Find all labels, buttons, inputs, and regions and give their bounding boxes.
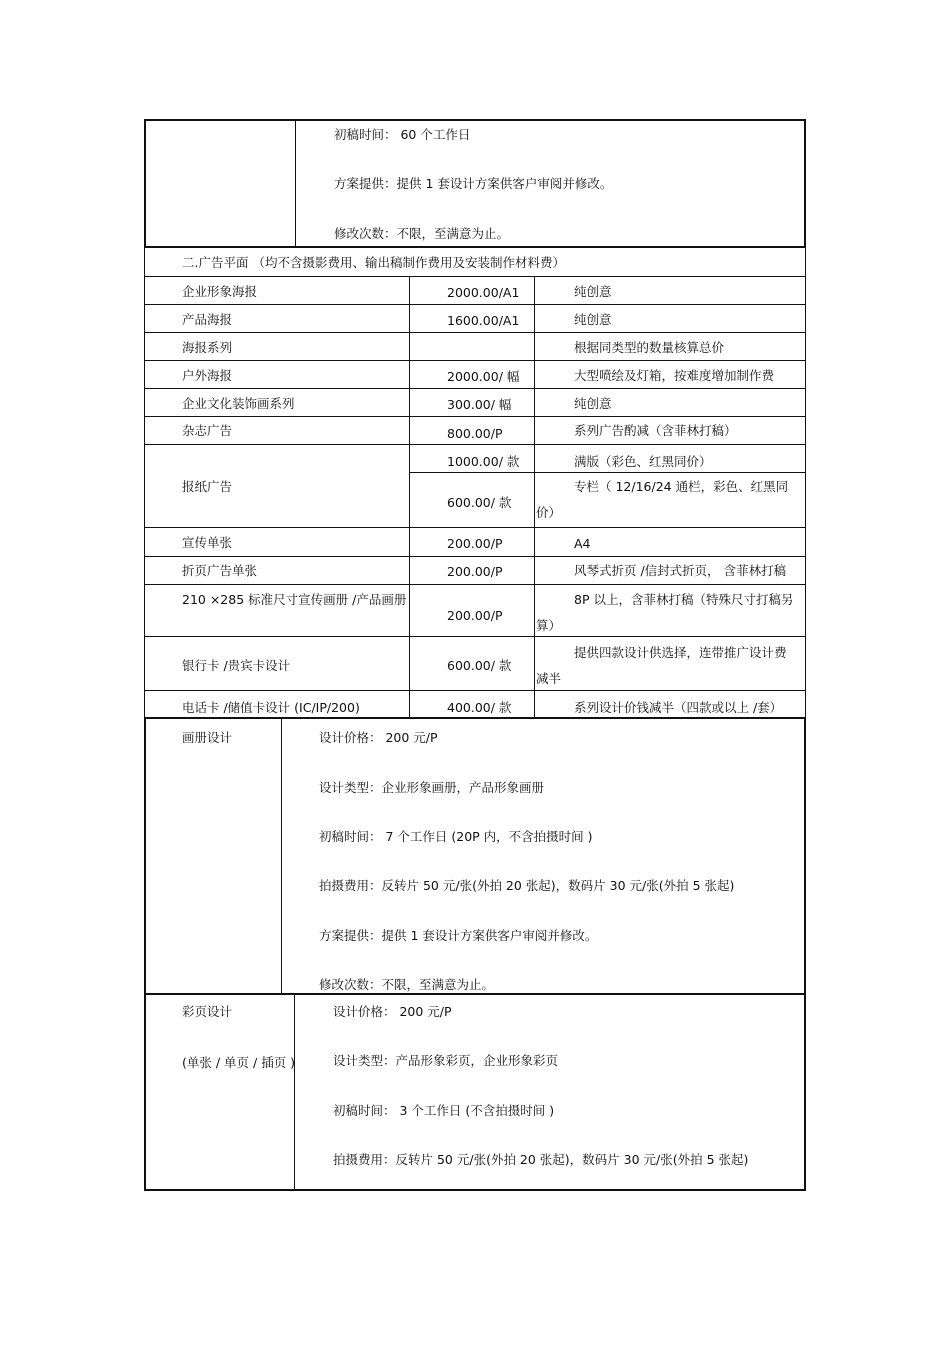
brochure-std-item: 210 ×285 标准尺寸宣传画册 /产品画册 [182, 592, 407, 607]
row-line [144, 416, 805, 417]
col-line [409, 276, 410, 718]
row-note: 纯创意 [574, 284, 612, 299]
album-label: 画册设计 [182, 730, 233, 745]
row-note: 大型喷绘及灯箱，按难度增加制作费 [574, 368, 775, 383]
row-note: 纯创意 [574, 396, 612, 411]
row-item: 海报系列 [182, 340, 233, 355]
bank-card-price: 600.00/ 款 [447, 658, 512, 673]
row-price: 2000.00/A1 [447, 285, 520, 300]
row-line [144, 388, 805, 389]
newspaper-item: 报纸广告 [182, 479, 233, 494]
row-note: 系列广告酌减（含菲林打稿） [574, 423, 737, 438]
row-note: A4 [574, 536, 591, 551]
top-line-1: 初稿时间： 60 个工作日 [334, 127, 471, 142]
color-page-line-2: 设计类型：产品形象彩页，企业形象彩页 [333, 1053, 559, 1068]
row-item: 杂志广告 [182, 423, 233, 438]
row-line [144, 360, 805, 361]
newspaper-note-1: 满版（彩色、红黑同价） [574, 454, 712, 469]
phone-card-price: 400.00/ 款 [447, 700, 512, 715]
color-page-label: 彩页设计 [182, 1004, 233, 1019]
album-line-2: 设计类型：企业形象画册，产品形象画册 [319, 780, 545, 795]
row-item: 企业文化装饰画系列 [182, 396, 295, 411]
row-line [144, 304, 805, 305]
bank-card-item: 银行卡 /贵宾卡设计 [182, 658, 291, 673]
top-line-2: 方案提供：提供 1 套设计方案供客户审阅并修改。 [334, 176, 613, 191]
color-page-line-1: 设计价格： 200 元/P [333, 1004, 452, 1019]
row-price: 200.00/P [447, 564, 503, 579]
ad-table-left [144, 248, 145, 718]
row-line [144, 556, 805, 557]
ad-table-right [805, 248, 806, 718]
section2-header: 二.广告平面 （均不含摄影费用、输出稿制作费用及安装制作材料费） [182, 255, 565, 270]
album-line-6: 修改次数：不限，至满意为止。 [319, 977, 495, 992]
row-line [144, 527, 805, 528]
col-line [534, 276, 535, 718]
row-price: 1600.00/A1 [447, 313, 520, 328]
album-divider [281, 718, 282, 994]
row-price: 2000.00/ 幅 [447, 369, 520, 384]
row-line [144, 276, 805, 277]
row-note: 纯创意 [574, 312, 612, 327]
row-price: 300.00/ 幅 [447, 397, 512, 412]
row-note: 风琴式折页 /信封式折页， 含菲林打稿 [574, 563, 787, 578]
color-page-sublabel: (单张 / 单页 / 插页 ) [182, 1055, 296, 1070]
brochure-std-note: 8P 以上，含菲林打稿（特殊尺寸打稿另算） [536, 592, 794, 633]
row-line [409, 472, 805, 473]
row-item: 户外海报 [182, 368, 233, 383]
row-item: 企业形象海报 [182, 284, 258, 299]
row-line [144, 444, 805, 445]
phone-card-item: 电话卡 /储值卡设计 (IC/IP/200) [182, 700, 360, 715]
color-page-line-3: 初稿时间： 3 个工作日 (不含拍摄时间 ) [333, 1103, 555, 1118]
phone-card-note: 系列设计价钱减半（四款或以上 /套） [574, 700, 783, 715]
top-block-divider [295, 120, 296, 247]
album-block [144, 717, 806, 995]
top-line-3: 修改次数：不限，至满意为止。 [334, 226, 510, 241]
row-price: 800.00/P [447, 426, 503, 441]
newspaper-price-1: 1000.00/ 款 [447, 454, 520, 469]
album-line-3: 初稿时间： 7 个工作日 (20P 内，不含拍摄时间 ) [319, 829, 593, 844]
row-item: 产品海报 [182, 312, 233, 327]
newspaper-note-2: 专栏（ 12/16/24 通栏，彩色、红黑同价） [536, 479, 789, 520]
color-page-divider [294, 994, 295, 1190]
row-item: 折页广告单张 [182, 563, 258, 578]
row-line [144, 584, 805, 585]
row-price: 200.00/P [447, 536, 503, 551]
row-note: 根据同类型的数量核算总价 [574, 340, 725, 355]
album-line-1: 设计价格： 200 元/P [319, 730, 438, 745]
newspaper-price-2: 600.00/ 款 [447, 495, 512, 510]
row-item: 宣传单张 [182, 535, 233, 550]
album-line-5: 方案提供：提供 1 套设计方案供客户审阅并修改。 [319, 928, 598, 943]
album-line-4: 拍摄费用：反转片 50 元/张(外拍 20 张起)，数码片 30 元/张(外拍 5 张起) [319, 878, 735, 893]
brochure-std-price: 200.00/P [447, 608, 503, 623]
color-page-line-4: 拍摄费用：反转片 50 元/张(外拍 20 张起)，数码片 30 元/张(外拍 5 张起) [333, 1152, 749, 1167]
bank-card-note: 提供四款设计供选择，连带推广设计费减半 [536, 645, 787, 686]
row-line [144, 332, 805, 333]
